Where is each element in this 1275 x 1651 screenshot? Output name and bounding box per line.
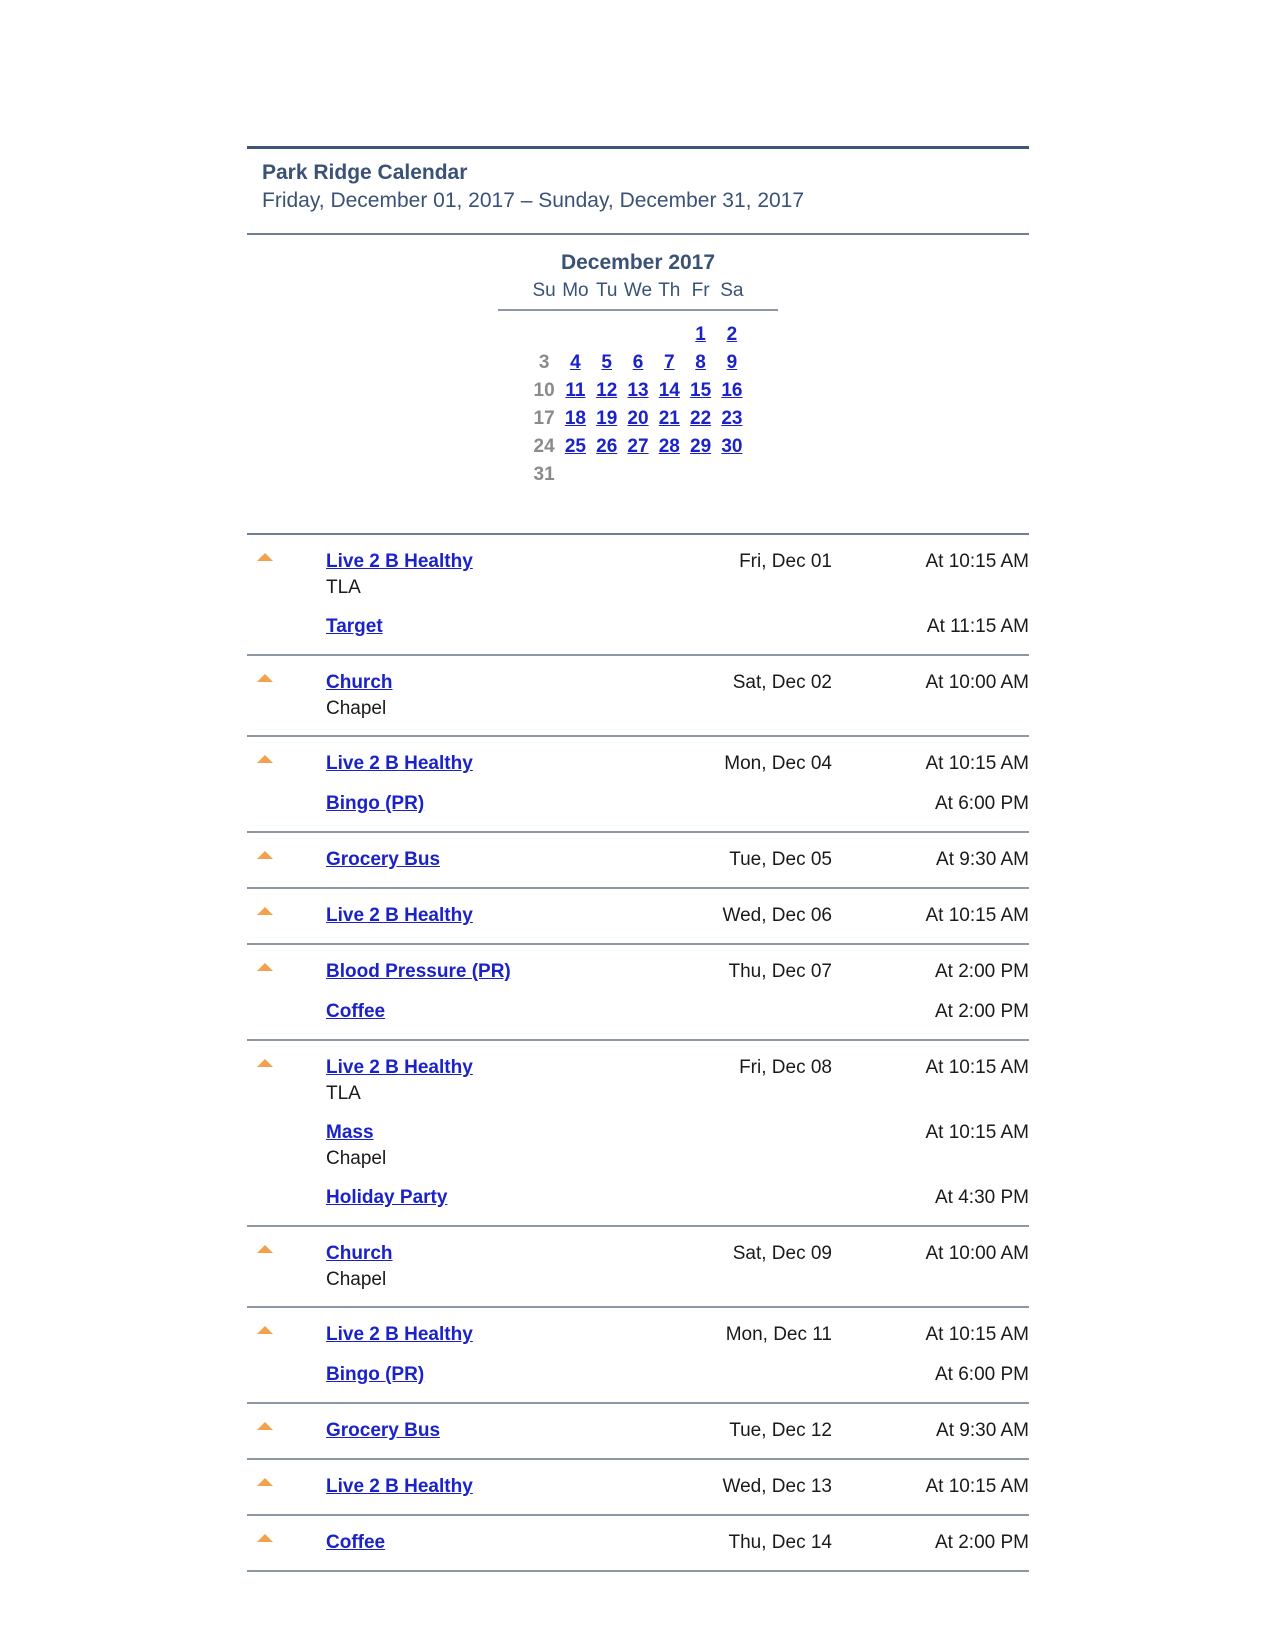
day-17: 17 xyxy=(533,408,555,429)
empty-day xyxy=(716,461,747,489)
mini-calendar-grid xyxy=(498,321,778,489)
week-row xyxy=(498,461,778,489)
event-row xyxy=(326,1055,1029,1106)
event-time: At 2:00 PM xyxy=(935,1532,1029,1553)
event-group xyxy=(247,737,1029,833)
collapse-cell xyxy=(247,549,326,640)
day-link-27[interactable]: 27 xyxy=(627,436,649,457)
event-time: At 9:30 AM xyxy=(936,1420,1029,1441)
event-date: Thu, Dec 14 xyxy=(728,1532,832,1553)
event-title-link[interactable]: Live 2 B Healthy xyxy=(326,753,473,774)
event-group-body xyxy=(326,1418,1029,1444)
event-main xyxy=(326,670,626,721)
event-time: At 10:15 AM xyxy=(925,1057,1029,1078)
event-main xyxy=(326,1322,626,1348)
event-title-link[interactable]: Mass xyxy=(326,1122,374,1143)
event-time: At 10:15 AM xyxy=(925,551,1029,572)
event-title-link[interactable]: Grocery Bus xyxy=(326,1420,441,1441)
event-title-link[interactable]: Bingo (PR) xyxy=(326,793,425,814)
event-time: At 10:15 AM xyxy=(925,905,1029,926)
event-row xyxy=(326,1185,1029,1211)
triangle-up-icon[interactable] xyxy=(257,1478,273,1486)
triangle-up-icon[interactable] xyxy=(257,1326,273,1334)
event-location: TLA xyxy=(326,577,361,598)
event-time: At 10:15 AM xyxy=(925,1122,1029,1143)
day-link-15[interactable]: 15 xyxy=(690,380,712,401)
event-group-body xyxy=(326,670,1029,721)
event-group xyxy=(247,1308,1029,1404)
event-main xyxy=(326,1362,626,1388)
event-group xyxy=(247,1227,1029,1308)
event-main xyxy=(326,549,626,600)
event-main xyxy=(326,791,626,817)
day-link-21[interactable]: 21 xyxy=(658,408,680,429)
event-main xyxy=(326,847,626,873)
date-range: Friday, December 01, 2017 – Sunday, December 31, 2017 xyxy=(262,189,805,212)
empty-day xyxy=(654,461,685,489)
event-main xyxy=(326,1474,626,1500)
weekday-label: Su xyxy=(532,280,556,301)
event-date: Thu, Dec 07 xyxy=(728,961,832,982)
event-title-link[interactable]: Church xyxy=(326,1243,393,1264)
event-row xyxy=(326,1474,1029,1500)
event-main xyxy=(326,1418,626,1444)
event-group xyxy=(247,833,1029,889)
week-row xyxy=(498,377,778,405)
event-row xyxy=(326,999,1029,1025)
day-link-7[interactable]: 7 xyxy=(664,352,675,373)
event-row xyxy=(326,751,1029,777)
weekday-label: Sa xyxy=(720,280,744,301)
day-10: 10 xyxy=(533,380,555,401)
triangle-up-icon[interactable] xyxy=(257,1245,273,1253)
event-main xyxy=(326,751,626,777)
event-time: At 10:15 AM xyxy=(925,753,1029,774)
weekday-label: Fr xyxy=(691,280,710,301)
calendar-document xyxy=(247,146,1029,1572)
event-group xyxy=(247,945,1029,1041)
event-title-link[interactable]: Target xyxy=(326,616,383,637)
day-link-30[interactable]: 30 xyxy=(721,436,743,457)
event-date: Fri, Dec 01 xyxy=(739,551,832,572)
event-date: Sat, Dec 09 xyxy=(732,1243,832,1264)
event-row xyxy=(326,959,1029,985)
day-link-1[interactable]: 1 xyxy=(695,324,706,345)
event-title-link[interactable]: Grocery Bus xyxy=(326,849,441,870)
collapse-cell xyxy=(247,1418,326,1444)
mini-calendar-month: December 2017 xyxy=(560,251,716,274)
event-group xyxy=(247,889,1029,945)
event-group-body xyxy=(326,959,1029,1025)
event-time: At 9:30 AM xyxy=(936,849,1029,870)
week-row xyxy=(498,433,778,461)
week-row xyxy=(498,405,778,433)
event-main xyxy=(326,1241,626,1292)
week-row xyxy=(498,321,778,349)
event-row xyxy=(326,903,1029,929)
event-title-link[interactable]: Bingo (PR) xyxy=(326,1364,425,1385)
event-time: At 10:00 AM xyxy=(925,672,1029,693)
empty-day xyxy=(591,321,622,349)
event-time: At 10:15 AM xyxy=(925,1324,1029,1345)
day-link-13[interactable]: 13 xyxy=(627,380,649,401)
triangle-up-icon[interactable] xyxy=(257,755,273,763)
day-link-19[interactable]: 19 xyxy=(596,408,618,429)
event-row xyxy=(326,1418,1029,1444)
event-date: Wed, Dec 13 xyxy=(722,1476,832,1497)
day-link-4[interactable]: 4 xyxy=(570,352,581,373)
collapse-cell xyxy=(247,959,326,1025)
empty-day xyxy=(685,461,716,489)
event-group-body xyxy=(326,1055,1029,1211)
day-31: 31 xyxy=(533,464,555,485)
event-title-link[interactable]: Live 2 B Healthy xyxy=(326,905,473,926)
event-group xyxy=(247,1041,1029,1227)
collapse-cell xyxy=(247,847,326,873)
day-link-11[interactable]: 11 xyxy=(565,380,586,401)
event-date: Fri, Dec 08 xyxy=(739,1057,832,1078)
event-title-link[interactable]: Live 2 B Healthy xyxy=(326,1324,473,1345)
empty-day xyxy=(560,461,591,489)
event-location: Chapel xyxy=(326,1148,387,1169)
weekday-label: Tu xyxy=(595,280,618,301)
day-link-5[interactable]: 5 xyxy=(601,352,612,373)
event-row xyxy=(326,1322,1029,1348)
event-row xyxy=(326,1530,1029,1556)
event-main xyxy=(326,614,626,640)
event-group xyxy=(247,535,1029,656)
weekday-label: We xyxy=(623,280,653,301)
event-title-link[interactable]: Coffee xyxy=(326,1532,386,1553)
day-link-29[interactable]: 29 xyxy=(690,436,712,457)
triangle-up-icon[interactable] xyxy=(257,1059,273,1067)
day-link-23[interactable]: 23 xyxy=(721,408,743,429)
event-group-body xyxy=(326,903,1029,929)
triangle-up-icon[interactable] xyxy=(257,553,273,561)
event-group xyxy=(247,1516,1029,1572)
collapse-cell xyxy=(247,1530,326,1556)
event-main xyxy=(326,959,626,985)
event-time: At 10:15 AM xyxy=(925,1476,1029,1497)
event-row xyxy=(326,791,1029,817)
event-time: At 6:00 PM xyxy=(935,1364,1029,1385)
empty-day xyxy=(622,321,653,349)
event-row xyxy=(326,1362,1029,1388)
collapse-cell xyxy=(247,751,326,817)
calendar-title: Park Ridge Calendar xyxy=(262,161,468,184)
collapse-cell xyxy=(247,1474,326,1500)
event-title-link[interactable]: Coffee xyxy=(326,1001,386,1022)
event-main xyxy=(326,903,626,929)
day-link-14[interactable]: 14 xyxy=(658,380,680,401)
event-main xyxy=(326,1530,626,1556)
calendar-header xyxy=(247,146,1029,235)
event-title-link[interactable]: Holiday Party xyxy=(326,1187,448,1208)
event-group-body xyxy=(326,751,1029,817)
day-link-6[interactable]: 6 xyxy=(632,352,644,373)
event-time: At 4:30 PM xyxy=(935,1187,1029,1208)
event-row xyxy=(326,614,1029,640)
day-link-8[interactable]: 8 xyxy=(695,352,706,373)
event-date: Mon, Dec 04 xyxy=(724,753,832,774)
event-title-link[interactable]: Live 2 B Healthy xyxy=(326,551,473,572)
triangle-up-icon[interactable] xyxy=(257,1534,273,1542)
day-link-26[interactable]: 26 xyxy=(596,436,618,457)
day-link-25[interactable]: 25 xyxy=(564,436,586,457)
weekday-header xyxy=(498,277,778,311)
triangle-up-icon[interactable] xyxy=(257,963,273,971)
event-group-body xyxy=(326,1530,1029,1556)
event-location: TLA xyxy=(326,1083,361,1104)
collapse-cell xyxy=(247,670,326,721)
event-row xyxy=(326,549,1029,600)
event-main xyxy=(326,999,626,1025)
event-row xyxy=(326,670,1029,721)
collapse-cell xyxy=(247,1322,326,1388)
triangle-up-icon[interactable] xyxy=(257,907,273,915)
event-time: At 2:00 PM xyxy=(935,961,1029,982)
collapse-cell xyxy=(247,903,326,929)
collapse-cell xyxy=(247,1055,326,1211)
triangle-up-icon[interactable] xyxy=(257,674,273,682)
event-time: At 2:00 PM xyxy=(935,1001,1029,1022)
event-date: Tue, Dec 12 xyxy=(729,1420,832,1441)
event-group-body xyxy=(326,1241,1029,1292)
weekday-label: Mo xyxy=(562,280,589,301)
event-time: At 6:00 PM xyxy=(935,793,1029,814)
event-group xyxy=(247,656,1029,737)
empty-day xyxy=(654,321,685,349)
empty-day xyxy=(560,321,591,349)
day-link-22[interactable]: 22 xyxy=(690,408,712,429)
day-link-28[interactable]: 28 xyxy=(658,436,680,457)
triangle-up-icon[interactable] xyxy=(257,1422,273,1430)
event-row xyxy=(326,1120,1029,1171)
event-location: Chapel xyxy=(326,698,387,719)
event-date: Tue, Dec 05 xyxy=(729,849,832,870)
event-group-body xyxy=(326,1474,1029,1500)
day-link-2[interactable]: 2 xyxy=(726,324,738,345)
event-list xyxy=(247,533,1029,1572)
day-link-12[interactable]: 12 xyxy=(596,380,618,401)
day-link-16[interactable]: 16 xyxy=(721,380,743,401)
event-group-body xyxy=(326,1322,1029,1388)
event-date: Sat, Dec 02 xyxy=(732,672,832,693)
event-title-link[interactable]: Live 2 B Healthy xyxy=(326,1476,473,1497)
event-date: Wed, Dec 06 xyxy=(722,905,832,926)
event-time: At 11:15 AM xyxy=(926,616,1029,637)
event-location: Chapel xyxy=(326,1269,387,1290)
empty-day xyxy=(622,461,653,489)
event-row xyxy=(326,1241,1029,1292)
event-main xyxy=(326,1120,626,1171)
event-title-link[interactable]: Live 2 B Healthy xyxy=(326,1057,473,1078)
event-group xyxy=(247,1404,1029,1460)
day-link-20[interactable]: 20 xyxy=(627,408,649,429)
event-group xyxy=(247,1460,1029,1516)
event-group-body xyxy=(326,549,1029,640)
event-row xyxy=(326,847,1029,873)
event-main xyxy=(326,1055,626,1106)
event-title-link[interactable]: Blood Pressure (PR) xyxy=(326,961,511,982)
mini-calendar xyxy=(498,249,778,489)
triangle-up-icon[interactable] xyxy=(257,851,273,859)
event-main xyxy=(326,1185,626,1211)
empty-day xyxy=(591,461,622,489)
collapse-cell xyxy=(247,1241,326,1292)
event-group-body xyxy=(326,847,1029,873)
event-date: Mon, Dec 11 xyxy=(725,1324,832,1345)
empty-day xyxy=(528,321,559,349)
weekday-label: Th xyxy=(658,280,681,301)
day-link-18[interactable]: 18 xyxy=(564,408,586,429)
week-row xyxy=(498,349,778,377)
event-time: At 10:00 AM xyxy=(925,1243,1029,1264)
day-3: 3 xyxy=(538,352,550,373)
event-title-link[interactable]: Church xyxy=(326,672,393,693)
day-24: 24 xyxy=(533,436,555,457)
day-link-9[interactable]: 9 xyxy=(726,352,738,373)
